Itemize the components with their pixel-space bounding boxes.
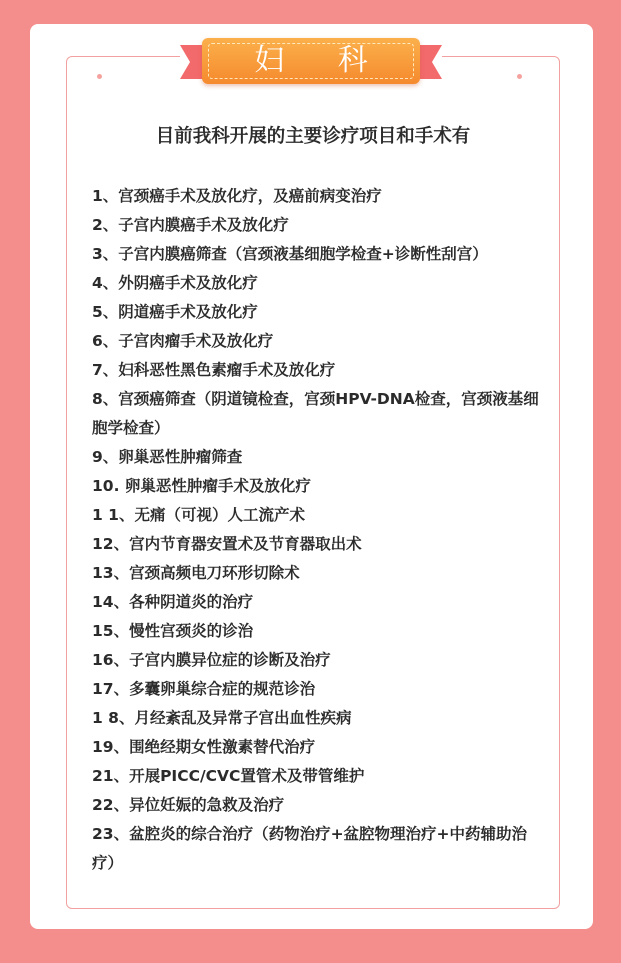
badge-ribbon-notch-right: [432, 45, 442, 79]
badge-pill: [202, 38, 420, 84]
list-item: 1 8、月经紊乱及异常子宫出血性疾病: [92, 709, 352, 727]
department-badge: [180, 38, 442, 84]
badge-ribbon-notch-left: [180, 45, 190, 79]
list-item: 10. 卵巢恶性肿瘤手术及放化疗: [92, 477, 311, 495]
list-item: 22、异位妊娠的急救及治疗: [92, 796, 285, 814]
list-item: 2、子宫内膜癌手术及放化疗: [92, 216, 289, 234]
badge-title: 妇 科: [254, 43, 390, 78]
decor-dot-right: [517, 74, 522, 79]
list-item: 1、宫颈癌手术及放化疗，及癌前病变治疗: [92, 187, 382, 205]
list-item: 6、子宫肉瘤手术及放化疗: [92, 332, 274, 350]
list-item: 16、子宫内膜异位症的诊断及治疗: [92, 651, 331, 669]
list-item: 5、阴道癌手术及放化疗: [92, 303, 258, 321]
list-item: 8、宫颈癌筛查（阴道镜检查，宫颈HPV-DNA检查，宫颈液基细胞学检查）: [92, 390, 539, 437]
list-item: 1 1、无痛（可视）人工流产术: [92, 506, 305, 524]
services-list: [92, 182, 544, 878]
list-item: 13、宫颈高频电刀环形切除术: [92, 564, 300, 582]
list-item: 14、各种阴道炎的治疗: [92, 593, 254, 611]
list-item: 3、子宫内膜癌筛查（宫颈液基细胞学检查+诊断性刮宫）: [92, 245, 488, 263]
page-heading: 目前我科开展的主要诊疗项目和手术有: [155, 126, 471, 147]
list-item: 17、多囊卵巢综合症的规范诊治: [92, 680, 316, 698]
list-item: 4、外阴癌手术及放化疗: [92, 274, 258, 292]
list-item: 15、慢性宫颈炎的诊治: [92, 622, 254, 640]
list-item: 21、开展PICC/CVC置管术及带管维护: [92, 767, 365, 785]
list-item: 19、围绝经期女性激素替代治疗: [92, 738, 316, 756]
list-item: 12、宫内节育器安置术及节育器取出术: [92, 535, 362, 553]
list-item: 23、盆腔炎的综合治疗（药物治疗+盆腔物理治疗+中药辅助治疗）: [92, 825, 528, 872]
list-item: 9、卵巢恶性肿瘤筛查: [92, 448, 243, 466]
decor-dot-left: [97, 74, 102, 79]
list-item: 7、妇科恶性黑色素瘤手术及放化疗: [92, 361, 336, 379]
